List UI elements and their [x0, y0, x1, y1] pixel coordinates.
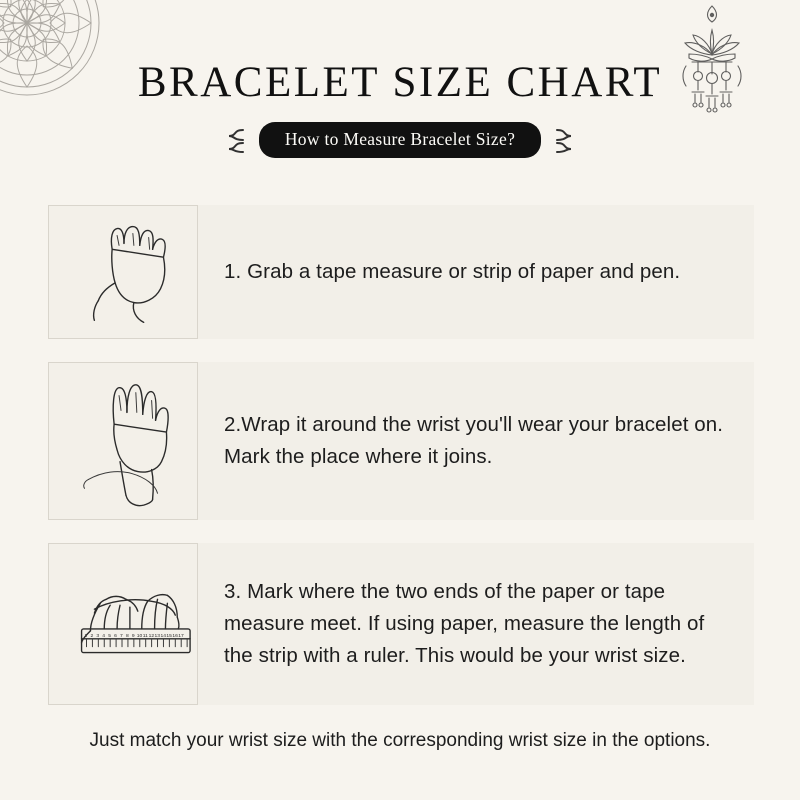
svg-text:17: 17	[178, 633, 184, 639]
svg-text:2: 2	[90, 633, 94, 639]
subtitle-row	[0, 122, 800, 158]
svg-text:1: 1	[84, 633, 88, 639]
svg-text:8: 8	[125, 633, 129, 639]
page-title: BRACELET SIZE CHART	[137, 59, 663, 106]
flourish-left-icon	[223, 125, 249, 155]
step-text: 3. Mark where the two ends of the paper or tape measure meet. If using paper, measure the length of the strip with a ruler. This would be your wrist size.	[224, 580, 705, 667]
svg-text:4: 4	[102, 633, 106, 639]
svg-text:13: 13	[154, 633, 161, 639]
list-item	[48, 362, 754, 520]
svg-text:15: 15	[166, 633, 172, 639]
svg-text:6: 6	[114, 633, 117, 639]
flourish-right-icon	[551, 125, 577, 155]
svg-text:5: 5	[108, 633, 111, 639]
svg-text:11: 11	[142, 633, 148, 639]
hands-measuring-ruler-icon	[48, 543, 198, 705]
list-item	[48, 543, 754, 705]
svg-text:7: 7	[120, 633, 123, 639]
svg-text:12: 12	[148, 633, 155, 639]
svg-text:3: 3	[96, 633, 100, 639]
list-item	[48, 205, 754, 339]
hand-with-tape-icon	[48, 205, 198, 339]
step-text: 2.Wrap it around the wrist you'll wear your bracelet on. Mark the place where it joins.	[224, 413, 724, 468]
svg-text:9: 9	[131, 633, 135, 639]
subtitle-pill: How to Measure Bracelet Size?	[259, 122, 541, 158]
svg-text:16: 16	[172, 633, 178, 639]
footer-note: Just match your wrist size with the corresponding wrist size in the options.	[89, 730, 711, 751]
steps-list	[48, 205, 754, 728]
hand-wrapping-wrist-icon	[48, 362, 198, 520]
svg-text:10: 10	[136, 633, 143, 639]
svg-text:14: 14	[160, 633, 166, 639]
step-text: 1. Grab a tape measure or strip of paper and pen.	[224, 260, 681, 284]
